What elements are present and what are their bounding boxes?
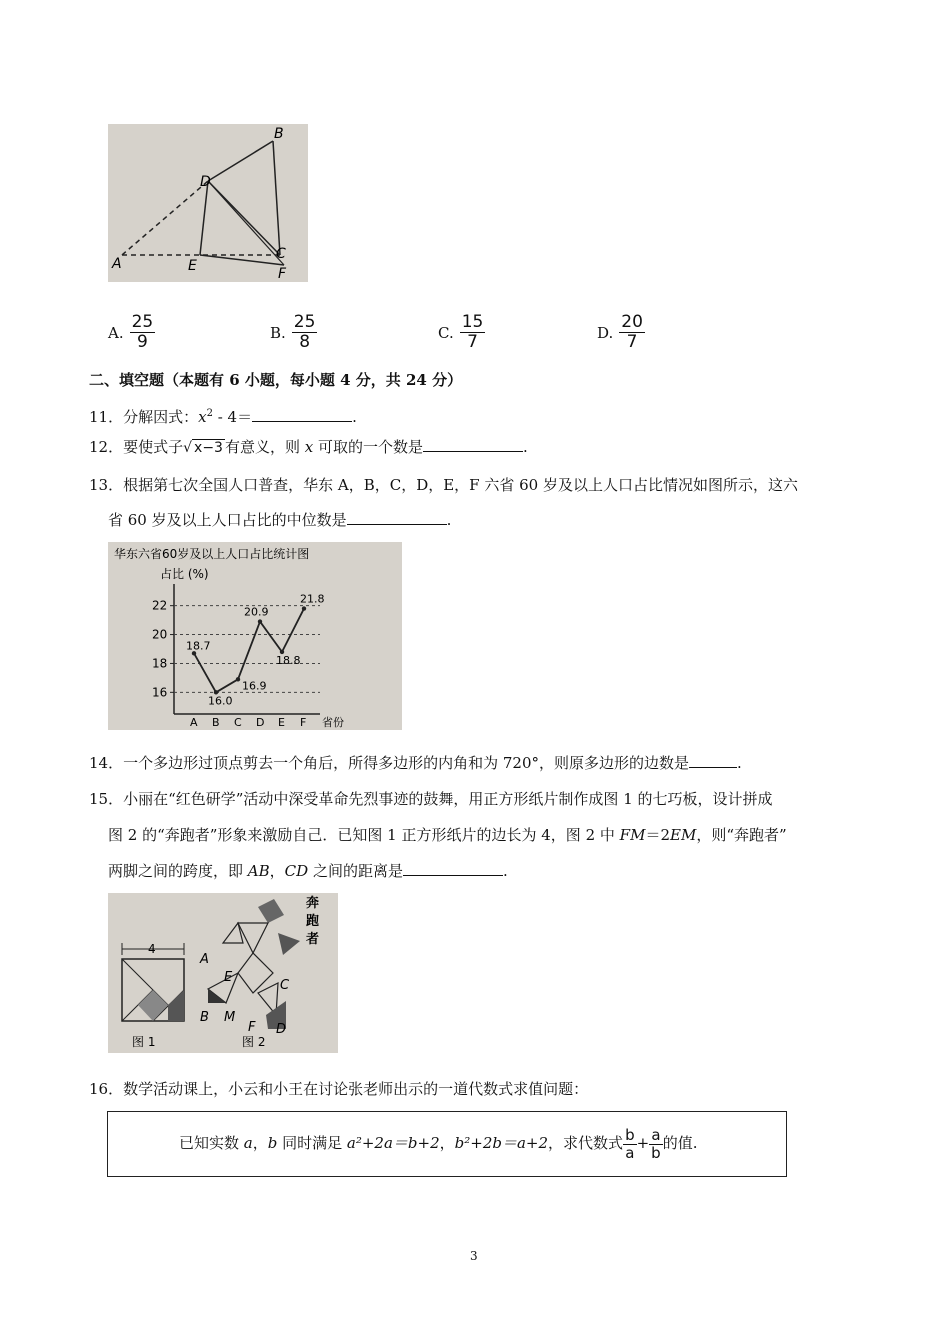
denominator: a <box>625 1143 635 1162</box>
category-label: B <box>212 716 220 729</box>
runner-caption-1: 奔 <box>306 896 320 911</box>
category-label: C <box>234 716 242 729</box>
option-letter: C. <box>438 323 454 342</box>
question-12 <box>89 437 528 458</box>
question-text: 之间的距离是 <box>308 862 403 880</box>
comma: ， <box>252 1134 268 1152</box>
segment-bc <box>273 141 280 255</box>
answer-blank[interactable] <box>403 861 503 876</box>
sqrt-expression: √ x−3 <box>183 440 223 456</box>
chart-svg <box>108 542 402 730</box>
segment-db <box>208 141 273 181</box>
category-label: A <box>190 716 198 729</box>
data-point <box>302 606 306 610</box>
denominator: 9 <box>137 332 148 352</box>
fraction <box>619 313 645 352</box>
option-c[interactable] <box>438 313 485 352</box>
triangle-diagram <box>108 124 308 282</box>
y-tick-label: 20 <box>152 627 168 642</box>
label-f: F <box>278 266 287 282</box>
answer-blank[interactable] <box>252 407 352 422</box>
option-b[interactable] <box>270 313 317 352</box>
problem-text: 同时满足 <box>277 1134 347 1152</box>
segment-ab: AB <box>247 862 270 880</box>
data-label: 21.8 <box>300 592 325 606</box>
question-text: 要使式子 <box>123 438 184 456</box>
y-tick-label: 16 <box>152 685 168 700</box>
period: . <box>737 754 742 772</box>
fraction-b-over-a <box>623 1127 637 1162</box>
segment-em: EM <box>670 826 697 844</box>
runner-hand <box>278 933 300 955</box>
tangram-figure <box>108 893 338 1053</box>
comma: ， <box>439 1134 455 1152</box>
tangram-piece-mid <box>138 990 168 1021</box>
answer-blank[interactable] <box>689 753 737 768</box>
period: . <box>523 438 528 456</box>
side-length-label: 4 <box>148 942 156 956</box>
option-a[interactable] <box>108 313 155 352</box>
numerator: b <box>625 1125 635 1144</box>
category-label: E <box>278 716 285 729</box>
numerator: a <box>649 1127 663 1145</box>
question-11 <box>89 404 357 427</box>
variable-x: x <box>304 438 314 456</box>
denominator: b <box>651 1143 661 1162</box>
question-text: 小丽在“红色研学”活动中深受革命先烈事迹的鼓舞，用正方形纸片制作成图 1 的七巧板，设计拼成 <box>123 790 773 808</box>
option-letter: D. <box>597 323 614 342</box>
question-number: 12． <box>89 438 124 456</box>
question-text: 可取的一个数是 <box>313 438 423 456</box>
answer-blank[interactable] <box>347 510 447 525</box>
question-13-line-2 <box>108 510 451 530</box>
option-d[interactable] <box>597 313 645 352</box>
fraction <box>130 313 156 352</box>
period: . <box>352 408 357 426</box>
data-label: 18.7 <box>186 639 211 653</box>
x-axis-label: 省份 <box>322 716 344 729</box>
question-16 <box>89 1079 588 1099</box>
segment-df <box>208 181 284 265</box>
variable-x: x <box>198 408 207 426</box>
section-title: 二、填空题（本题有 6 小题，每小题 4 分，共 24 分） <box>89 371 463 389</box>
label-e: E <box>188 258 197 274</box>
option-letter: B. <box>270 323 286 342</box>
question-text: 有意义，则 <box>224 438 305 456</box>
variable-a: a <box>243 1134 253 1152</box>
label-e: E <box>224 970 233 985</box>
label-c: C <box>280 978 290 993</box>
question-text: - 4＝ <box>212 408 253 426</box>
question-number: 14． <box>89 754 124 772</box>
label-b: B <box>200 1010 209 1025</box>
equation-1: a²+2a＝b+2 <box>346 1134 440 1152</box>
numerator: 20 <box>621 312 643 332</box>
question-text: 图 2 的“奔跑者”形象来激励自己．已知图 1 正方形纸片的边长为 4，图 2 中 <box>108 826 620 844</box>
question-13-line-1 <box>89 475 798 495</box>
figure-2-caption: 图 2 <box>242 1035 266 1049</box>
problem-text: 的值. <box>662 1134 698 1152</box>
page-number: 3 <box>470 1249 478 1263</box>
question-text: 省 60 岁及以上人口占比的中位数是 <box>108 511 347 529</box>
y-tick-label: 18 <box>152 656 168 671</box>
data-label: 16.0 <box>208 694 233 708</box>
data-label: 20.9 <box>244 605 269 619</box>
y-tick-label: 22 <box>152 598 168 613</box>
question-14 <box>89 753 742 773</box>
numerator: 15 <box>461 312 484 332</box>
label-a: A <box>112 256 122 272</box>
equation-2: b²+2b＝a+2 <box>454 1134 549 1152</box>
question-text: ，则“奔跑者” <box>696 826 787 844</box>
question-text: 分解因式： <box>123 408 199 426</box>
segment-fm: FM <box>619 826 646 844</box>
period: . <box>446 511 452 529</box>
runner-body <box>238 953 273 993</box>
problem-text: ，求代数式 <box>548 1134 624 1152</box>
question-number: 15． <box>89 790 124 808</box>
fraction <box>460 313 486 352</box>
exponent: 2 <box>206 408 213 419</box>
problem-box <box>107 1111 787 1177</box>
fraction <box>292 313 318 352</box>
figure-1-caption: 图 1 <box>132 1035 156 1049</box>
runner-caption-3: 者 <box>306 932 320 947</box>
label-c: C <box>276 246 286 262</box>
question-15-line-1 <box>89 789 773 809</box>
question-text: 根据第七次全国人口普查，华东 A，B，C，D，E，F 六省 60 岁及以上人口占比情况如图所示，这六 <box>123 476 798 494</box>
category-label: D <box>256 716 265 729</box>
question-text: 两脚之间的跨度，即 <box>108 862 248 880</box>
denominator: 8 <box>299 332 311 352</box>
plus-sign: + <box>636 1134 650 1152</box>
radicand: x−3 <box>194 440 223 456</box>
question-text: ， <box>269 862 285 880</box>
fraction-a-over-b <box>649 1127 663 1162</box>
problem-statement <box>179 1126 697 1162</box>
question-number: 13． <box>89 476 124 494</box>
variable-b: b <box>267 1134 278 1152</box>
data-point <box>236 677 240 681</box>
option-letter: A. <box>108 323 124 342</box>
question-text: 数学活动课上，小云和小王在讨论张老师出示的一道代数式求值问题： <box>123 1080 589 1098</box>
category-label: F <box>300 716 307 729</box>
segment-cd: CD <box>284 862 309 880</box>
data-label: 16.9 <box>242 679 267 693</box>
chart-title: 华东六省60岁及以上人口占比统计图 <box>114 547 310 561</box>
question-15-line-2 <box>108 825 787 845</box>
runner-head <box>258 899 284 923</box>
question-15-line-3 <box>108 861 508 881</box>
label-d: D <box>276 1022 287 1037</box>
question-number: 16． <box>89 1080 124 1098</box>
label-b: B <box>274 126 284 142</box>
problem-text: 已知实数 <box>179 1134 244 1152</box>
segment-ef <box>200 255 284 265</box>
runner-shoulder <box>238 923 268 953</box>
question-text: ＝2 <box>645 826 670 844</box>
tangram-piece-dark <box>168 990 184 1021</box>
triangle-figure <box>108 124 308 282</box>
question-text: 一个多边形过顶点剪去一个角后，所得多边形的内角和为 720°，则原多边形的边数是 <box>123 754 689 772</box>
period: . <box>502 862 508 880</box>
label-m: M <box>224 1010 236 1025</box>
label-f: F <box>248 1020 256 1035</box>
segment-de <box>200 181 208 255</box>
dashed-line-ad <box>122 181 208 255</box>
runner-caption-2: 跑 <box>306 914 320 929</box>
numerator: 25 <box>293 312 316 332</box>
tangram-diagram <box>108 893 338 1053</box>
data-point <box>258 619 262 623</box>
answer-blank[interactable] <box>423 437 523 452</box>
denominator: 7 <box>626 332 638 352</box>
y-axis-label: 占比 (%) <box>160 567 209 581</box>
population-chart <box>108 542 402 730</box>
denominator: 7 <box>467 332 478 352</box>
label-a: A <box>200 952 209 967</box>
numerator: 25 <box>131 312 154 332</box>
data-label: 18.8 <box>276 653 301 667</box>
label-d: D <box>200 174 211 190</box>
question-number: 11． <box>89 408 124 426</box>
